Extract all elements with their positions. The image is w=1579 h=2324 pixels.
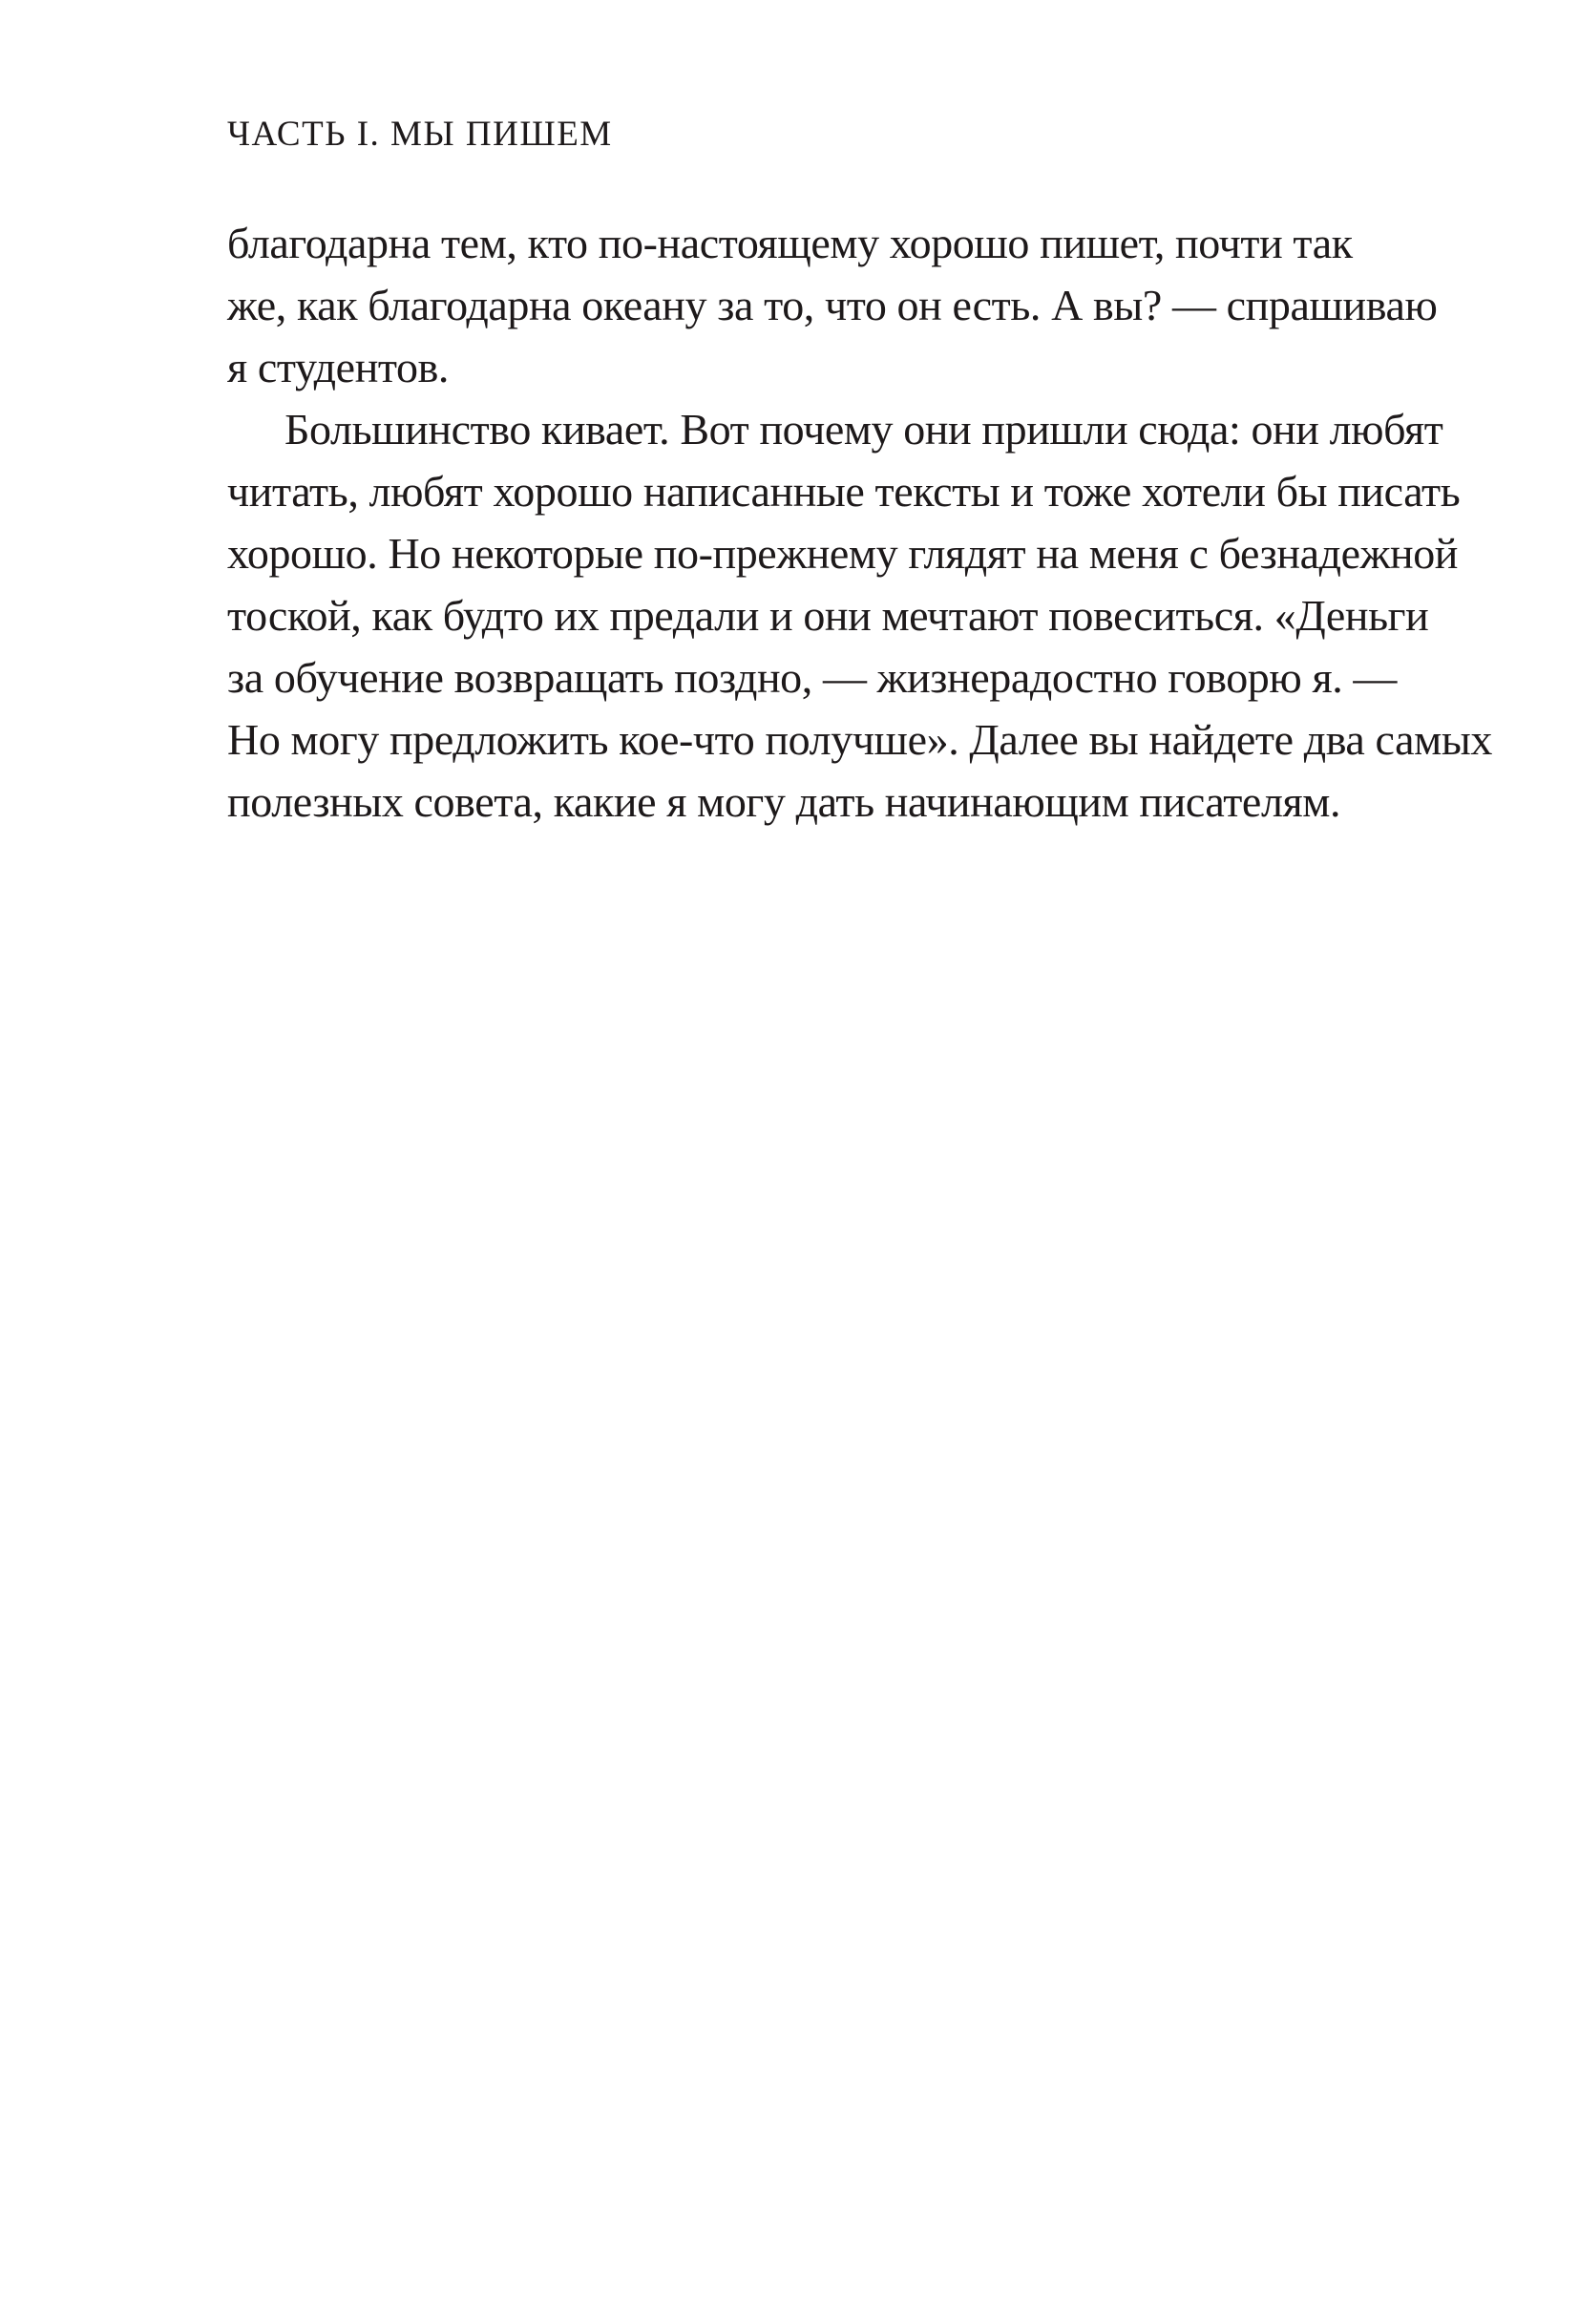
text-line: же, как благодарна океану за то, что он есть. А вы? — спрашиваю xyxy=(227,281,1438,329)
text-line: я студентов. xyxy=(227,343,450,391)
running-head: ЧАСТЬ I. МЫ ПИШЕМ xyxy=(227,115,613,154)
text-line: Но могу предложить кое-что получше». Далее вы найдете два самых xyxy=(227,715,1492,764)
text-line: благодарна тем, кто по-настоящему хорошо пишет, почти так xyxy=(227,219,1353,267)
text-line-paragraph-start: Большинство кивает. Вот почему они пришли сюда: они любят xyxy=(284,405,1443,454)
body-text xyxy=(227,212,1492,833)
text-line: полезных совета, какие я могу дать начинающим писателям. xyxy=(227,777,1341,826)
text-line: читать, любят хорошо написанные тексты и тоже хотели бы писать xyxy=(227,467,1461,516)
text-line: хорошо. Но некоторые по-прежнему глядят на меня с безнадежной xyxy=(227,529,1459,578)
text-line: тоской, как будто их предали и они мечтают повеситься. «Деньги xyxy=(227,591,1429,640)
text-line: за обучение возвращать поздно, — жизнерадостно говорю я. — xyxy=(227,653,1398,702)
